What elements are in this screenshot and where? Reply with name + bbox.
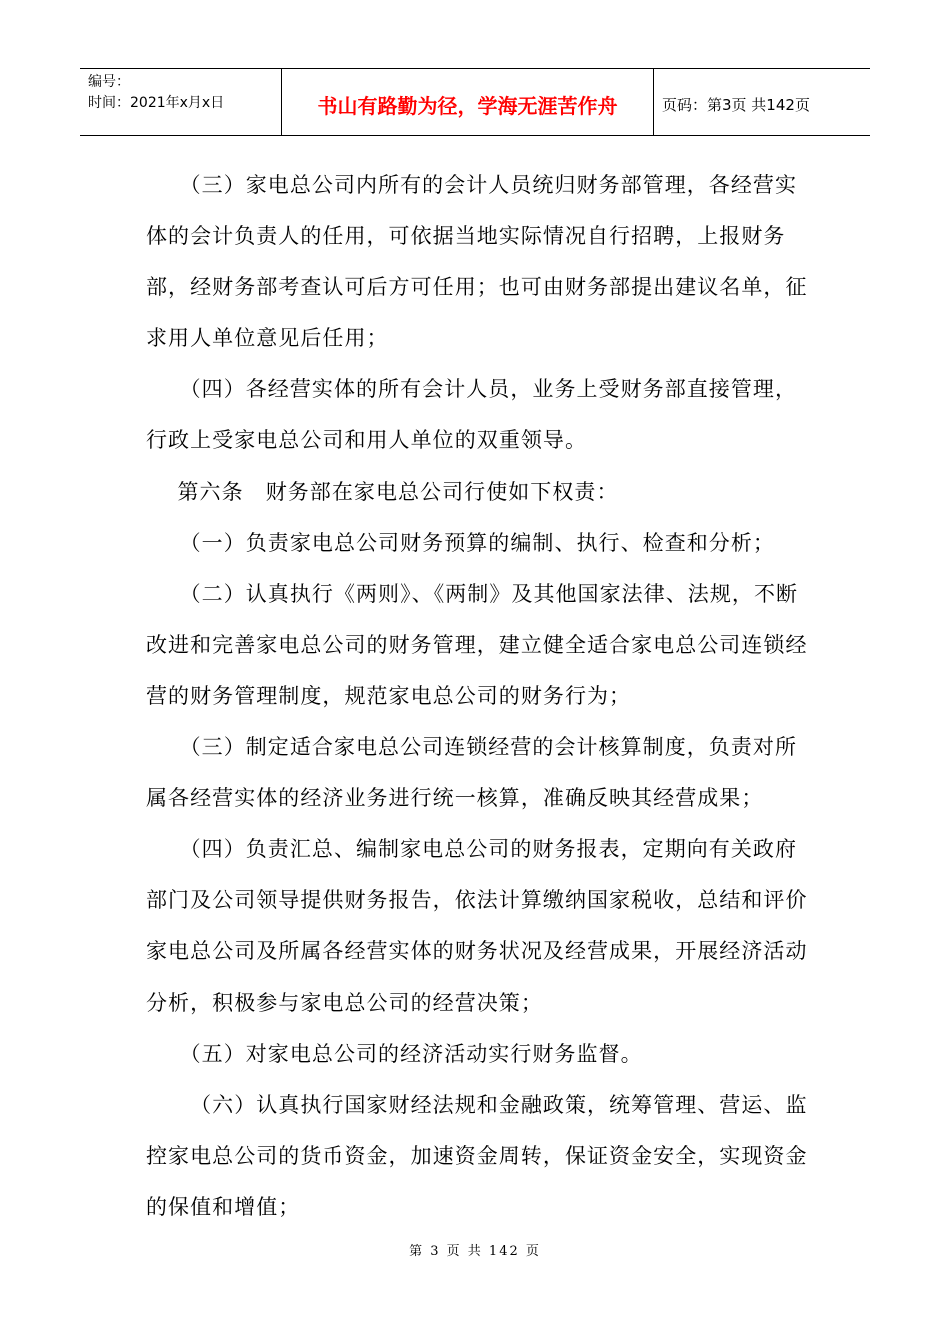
paragraph-duty-2-regulations: （二）认真执行《两则》、《两制》及其他国家法律、法规，不断改进和完善家电总公司的财务管理，建立健全适合家电总公司连锁经营的财务管理制度，规范家电总公司的财务行为； bbox=[146, 581, 808, 708]
header-motto: 书山有路勤为径，学海无涯苦作舟 bbox=[282, 69, 654, 135]
paragraph-duty-1-budget: （一）负责家电总公司财务预算的编制、执行、检查和分析； bbox=[179, 530, 775, 555]
paragraph-duty-5-supervision: （五）对家电总公司的经济活动实行财务监督。 bbox=[179, 1041, 643, 1066]
header-meta bbox=[80, 69, 282, 135]
document-time-label: 时间：2021年x月x日 bbox=[88, 95, 225, 111]
paragraph-section-4-dual-leadership: （四）各经营实体的所有会计人员，业务上受财务部直接管理，行政上受家电总公司和用人单位的双重领导。 bbox=[146, 377, 797, 453]
paragraph-section-3-accountants: （三）家电总公司内所有的会计人员统归财务部管理，各经营实体的会计负责人的任用，可依据当地实际情况自行招聘，上报财务部，经财务部考查认可后方可任用；也可由财务部提出建议名单，征求用人单位意见后任用； bbox=[146, 173, 808, 351]
document-body bbox=[146, 160, 812, 1233]
page-header bbox=[80, 68, 870, 136]
header-page-info: 页码：第3页 共142页 bbox=[662, 95, 810, 114]
page-footer: 第 3 页 共 142 页 bbox=[409, 1244, 541, 1259]
paragraph-duty-4-reporting: （四）负责汇总、编制家电总公司的财务报表，定期向有关政府部门及公司领导提供财务报告，依法计算缴纳国家税收，总结和评价家电总公司及所属各经营实体的财务状况及经营成果，开展经济活动分析，积极参与家电总公司的经营决策； bbox=[146, 837, 808, 1015]
article-6-heading: 第六条 财务部在家电总公司行使如下权责： bbox=[177, 479, 619, 504]
paragraph-duty-3-accounting: （三）制定适合家电总公司连锁经营的会计核算制度，负责对所属各经营实体的经济业务进行统一核算，准确反映其经营成果； bbox=[146, 735, 797, 811]
document-number-label: 编号： bbox=[88, 74, 130, 90]
paragraph-duty-6-funds: （六）认真执行国家财经法规和金融政策，统筹管理、营运、监控家电总公司的货币资金，加速资金周转，保证资金安全，实现资金的保值和增值； bbox=[146, 1092, 808, 1219]
